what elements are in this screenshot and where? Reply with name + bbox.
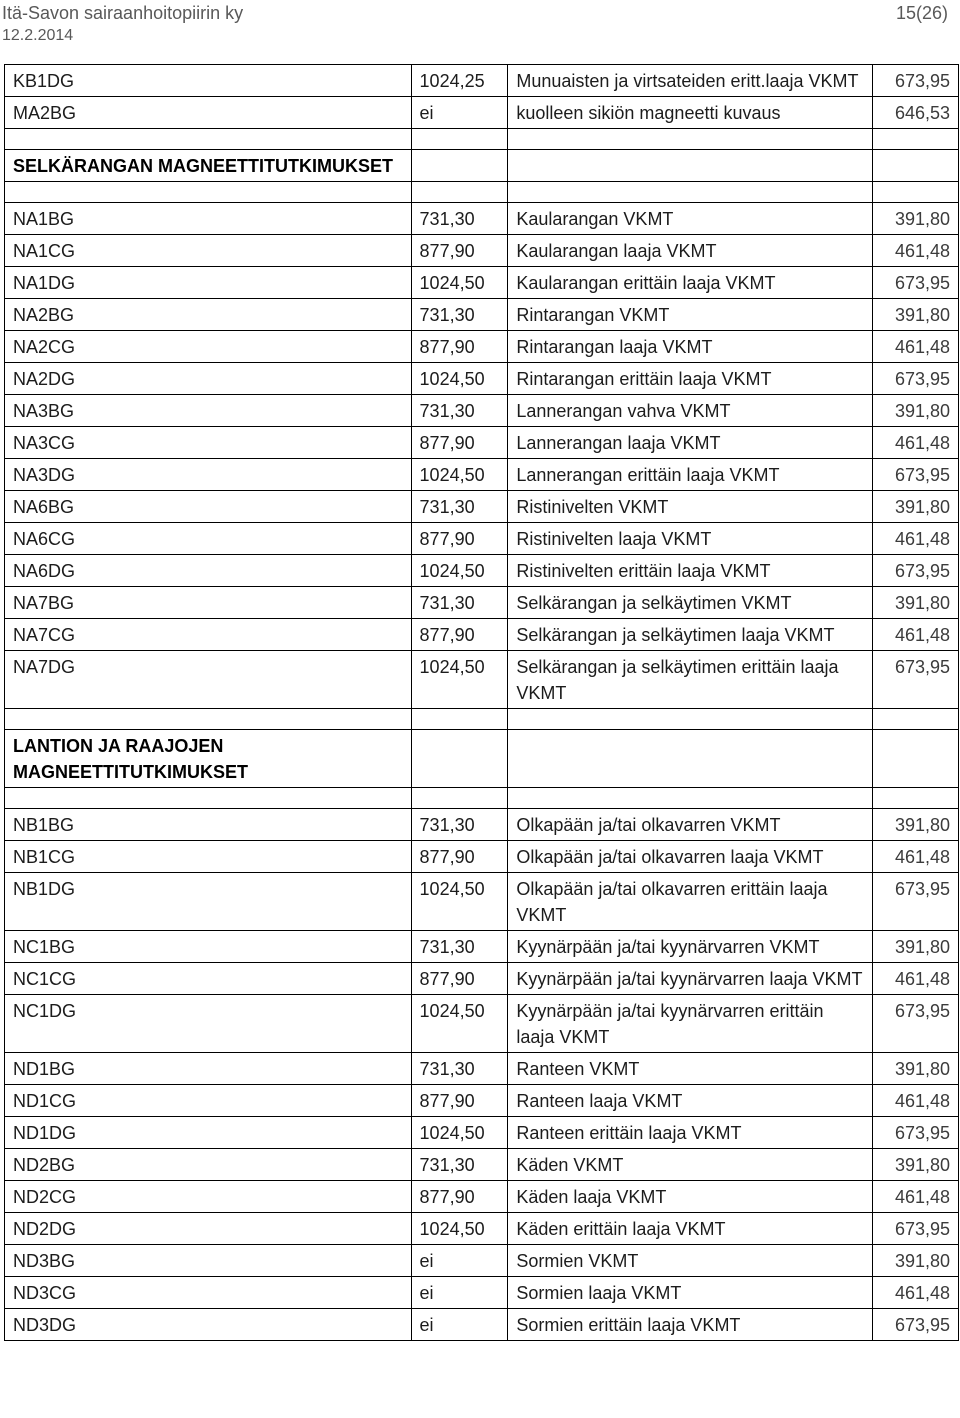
procedure-code: ND2CG: [5, 1181, 412, 1213]
procedure-description: Kaularangan VKMT: [508, 203, 873, 235]
table-row: [5, 1181, 959, 1213]
procedure-code: KB1DG: [5, 65, 412, 97]
price-value: 461,48: [872, 1277, 958, 1309]
procedure-description: Sormien VKMT: [508, 1245, 873, 1277]
table-row: [5, 1277, 959, 1309]
procedure-code: NC1DG: [5, 995, 412, 1053]
procedure-code: ND1BG: [5, 1053, 412, 1085]
procedure-description: Ristinivelten VKMT: [508, 491, 873, 523]
price-value: 391,80: [872, 395, 958, 427]
charge-value: 731,30: [411, 1149, 508, 1181]
procedure-code: NA2BG: [5, 299, 412, 331]
procedure-code: NB1DG: [5, 873, 412, 931]
empty-cell: [508, 788, 873, 809]
price-value: 461,48: [872, 619, 958, 651]
charge-value: 877,90: [411, 963, 508, 995]
charge-value: 877,90: [411, 523, 508, 555]
table-row: [5, 363, 959, 395]
charge-value: 877,90: [411, 427, 508, 459]
procedure-description: Selkärangan ja selkäytimen laaja VKMT: [508, 619, 873, 651]
procedure-code: ND2DG: [5, 1213, 412, 1245]
document-date: 12.2.2014: [2, 27, 74, 44]
procedure-description: Käden laaja VKMT: [508, 1181, 873, 1213]
procedure-description: Ranteen erittäin laaja VKMT: [508, 1117, 873, 1149]
procedure-code: NA1CG: [5, 235, 412, 267]
charge-value: 1024,50: [411, 363, 508, 395]
table-row: [5, 491, 959, 523]
empty-cell: [5, 709, 412, 730]
table-row: [5, 1149, 959, 1181]
charge-value: ei: [411, 1245, 508, 1277]
table-row: [5, 873, 959, 931]
price-value: 461,48: [872, 523, 958, 555]
procedure-code: MA2BG: [5, 97, 412, 129]
price-value: 673,95: [872, 363, 958, 395]
empty-cell: [411, 150, 508, 182]
empty-cell: [508, 150, 873, 182]
charge-value: 877,90: [411, 619, 508, 651]
charge-value: 731,30: [411, 491, 508, 523]
price-value: 461,48: [872, 331, 958, 363]
table-row: [5, 65, 959, 97]
procedure-description: Ranteen VKMT: [508, 1053, 873, 1085]
price-value: 461,48: [872, 235, 958, 267]
procedure-code: NA1DG: [5, 267, 412, 299]
charge-value: ei: [411, 97, 508, 129]
organization-name: Itä-Savon sairaanhoitopiirin ky: [2, 3, 244, 23]
table-row: [5, 619, 959, 651]
charge-value: 731,30: [411, 299, 508, 331]
table-row: [5, 587, 959, 619]
empty-cell: [411, 182, 508, 203]
table-row: [5, 427, 959, 459]
price-value: 461,48: [872, 963, 958, 995]
table-row: [5, 459, 959, 491]
table-row: [5, 1309, 959, 1341]
empty-cell: [508, 182, 873, 203]
price-value: 391,80: [872, 931, 958, 963]
price-value: 391,80: [872, 1149, 958, 1181]
charge-value: 1024,50: [411, 873, 508, 931]
table-row: [5, 931, 959, 963]
charge-value: 1024,50: [411, 1213, 508, 1245]
procedure-code: NA2DG: [5, 363, 412, 395]
charge-value: 731,30: [411, 931, 508, 963]
price-list-table: [4, 64, 959, 1341]
procedure-description: Olkapään ja/tai olkavarren erittäin laaja VKMT: [508, 873, 873, 931]
charge-value: 877,90: [411, 1181, 508, 1213]
charge-value: 877,90: [411, 1085, 508, 1117]
table-row: [5, 1117, 959, 1149]
price-value: 673,95: [872, 1117, 958, 1149]
empty-cell: [5, 129, 412, 150]
empty-cell: [5, 788, 412, 809]
empty-cell: [872, 129, 958, 150]
procedure-description: Lannerangan vahva VKMT: [508, 395, 873, 427]
table-row: [5, 299, 959, 331]
procedure-description: Ristinivelten erittäin laaja VKMT: [508, 555, 873, 587]
charge-value: 877,90: [411, 235, 508, 267]
table-row: [5, 395, 959, 427]
procedure-description: Kyynärpään ja/tai kyynärvarren VKMT: [508, 931, 873, 963]
section-header-row: [5, 730, 959, 788]
empty-cell: [5, 182, 412, 203]
empty-cell: [411, 730, 508, 788]
charge-value: 877,90: [411, 841, 508, 873]
price-value: 673,95: [872, 459, 958, 491]
charge-value: 1024,25: [411, 65, 508, 97]
blank-row: [5, 788, 959, 809]
charge-value: 731,30: [411, 395, 508, 427]
procedure-description: Kyynärpään ja/tai kyynärvarren laaja VKMT: [508, 963, 873, 995]
table-row: [5, 1085, 959, 1117]
price-value: 673,95: [872, 873, 958, 931]
empty-cell: [872, 182, 958, 203]
procedure-description: Kaularangan erittäin laaja VKMT: [508, 267, 873, 299]
charge-value: 1024,50: [411, 555, 508, 587]
table-row: [5, 1213, 959, 1245]
table-row: [5, 235, 959, 267]
procedure-description: Olkapään ja/tai olkavarren VKMT: [508, 809, 873, 841]
charge-value: 877,90: [411, 331, 508, 363]
price-value: 461,48: [872, 1085, 958, 1117]
table-row: [5, 963, 959, 995]
procedure-description: Rintarangan VKMT: [508, 299, 873, 331]
procedure-description: Kyynärpään ja/tai kyynärvarren erittäin laaja VKMT: [508, 995, 873, 1053]
blank-row: [5, 709, 959, 730]
price-value: 391,80: [872, 203, 958, 235]
price-value: 391,80: [872, 491, 958, 523]
procedure-code: NA7DG: [5, 651, 412, 709]
procedure-code: ND1CG: [5, 1085, 412, 1117]
procedure-code: NA3CG: [5, 427, 412, 459]
section-header-row: [5, 150, 959, 182]
table-row: [5, 809, 959, 841]
procedure-code: NC1BG: [5, 931, 412, 963]
procedure-description: Ristinivelten laaja VKMT: [508, 523, 873, 555]
charge-value: 731,30: [411, 203, 508, 235]
empty-cell: [872, 788, 958, 809]
charge-value: 1024,50: [411, 267, 508, 299]
table-row: [5, 841, 959, 873]
procedure-code: NA1BG: [5, 203, 412, 235]
table-row: [5, 331, 959, 363]
price-list-body: [5, 65, 959, 1341]
procedure-description: Käden VKMT: [508, 1149, 873, 1181]
procedure-code: NA2CG: [5, 331, 412, 363]
empty-cell: [508, 730, 873, 788]
procedure-code: ND1DG: [5, 1117, 412, 1149]
procedure-description: Lannerangan laaja VKMT: [508, 427, 873, 459]
procedure-code: NB1CG: [5, 841, 412, 873]
price-value: 673,95: [872, 995, 958, 1053]
empty-cell: [508, 709, 873, 730]
charge-value: 1024,50: [411, 651, 508, 709]
procedure-description: Olkapään ja/tai olkavarren laaja VKMT: [508, 841, 873, 873]
procedure-code: NB1BG: [5, 809, 412, 841]
procedure-code: ND3CG: [5, 1277, 412, 1309]
procedure-description: Ranteen laaja VKMT: [508, 1085, 873, 1117]
procedure-code: NC1CG: [5, 963, 412, 995]
procedure-description: Rintarangan laaja VKMT: [508, 331, 873, 363]
page-header: [0, 0, 960, 52]
procedure-description: Rintarangan erittäin laaja VKMT: [508, 363, 873, 395]
procedure-description: Käden erittäin laaja VKMT: [508, 1213, 873, 1245]
table-row: [5, 995, 959, 1053]
empty-cell: [411, 129, 508, 150]
price-value: 673,95: [872, 651, 958, 709]
price-value: 646,53: [872, 97, 958, 129]
table-row: [5, 203, 959, 235]
empty-cell: [411, 788, 508, 809]
price-value: 391,80: [872, 809, 958, 841]
price-value: 391,80: [872, 1053, 958, 1085]
empty-cell: [508, 129, 873, 150]
table-row: [5, 97, 959, 129]
charge-value: 731,30: [411, 587, 508, 619]
price-value: 391,80: [872, 587, 958, 619]
empty-cell: [872, 730, 958, 788]
procedure-code: NA6BG: [5, 491, 412, 523]
procedure-code: NA3BG: [5, 395, 412, 427]
procedure-code: NA3DG: [5, 459, 412, 491]
procedure-description: Lannerangan erittäin laaja VKMT: [508, 459, 873, 491]
procedure-code: NA7BG: [5, 587, 412, 619]
price-value: 673,95: [872, 65, 958, 97]
procedure-code: ND2BG: [5, 1149, 412, 1181]
procedure-description: kuolleen sikiön magneetti kuvaus: [508, 97, 873, 129]
procedure-code: ND3DG: [5, 1309, 412, 1341]
page-number: 15(26): [895, 3, 948, 23]
procedure-description: Selkärangan ja selkäytimen erittäin laaja VKMT: [508, 651, 873, 709]
charge-value: 1024,50: [411, 1117, 508, 1149]
price-value: 461,48: [872, 1181, 958, 1213]
price-value: 673,95: [872, 555, 958, 587]
charge-value: ei: [411, 1309, 508, 1341]
price-value: 461,48: [872, 841, 958, 873]
charge-value: 1024,50: [411, 459, 508, 491]
procedure-description: Sormien laaja VKMT: [508, 1277, 873, 1309]
procedure-code: NA7CG: [5, 619, 412, 651]
table-row: [5, 555, 959, 587]
procedure-code: NA6CG: [5, 523, 412, 555]
charge-value: 1024,50: [411, 995, 508, 1053]
table-row: [5, 651, 959, 709]
price-value: 673,95: [872, 1213, 958, 1245]
table-row: [5, 1053, 959, 1085]
price-value: 461,48: [872, 427, 958, 459]
price-value: 673,95: [872, 1309, 958, 1341]
procedure-code: ND3BG: [5, 1245, 412, 1277]
table-row: [5, 523, 959, 555]
blank-row: [5, 129, 959, 150]
procedure-description: Selkärangan ja selkäytimen VKMT: [508, 587, 873, 619]
price-value: 391,80: [872, 299, 958, 331]
procedure-description: Munuaisten ja virtsateiden eritt.laaja VKMT: [508, 65, 873, 97]
charge-value: 731,30: [411, 809, 508, 841]
table-row: [5, 267, 959, 299]
empty-cell: [411, 709, 508, 730]
empty-cell: [872, 709, 958, 730]
procedure-description: Kaularangan laaja VKMT: [508, 235, 873, 267]
empty-cell: [872, 150, 958, 182]
charge-value: 731,30: [411, 1053, 508, 1085]
blank-row: [5, 182, 959, 203]
procedure-description: Sormien erittäin laaja VKMT: [508, 1309, 873, 1341]
section-title: SELKÄRANGAN MAGNEETTITUTKIMUKSET: [5, 150, 412, 182]
section-title: LANTION JA RAAJOJEN MAGNEETTITUTKIMUKSET: [5, 730, 412, 788]
price-value: 673,95: [872, 267, 958, 299]
charge-value: ei: [411, 1277, 508, 1309]
procedure-code: NA6DG: [5, 555, 412, 587]
table-row: [5, 1245, 959, 1277]
price-value: 391,80: [872, 1245, 958, 1277]
